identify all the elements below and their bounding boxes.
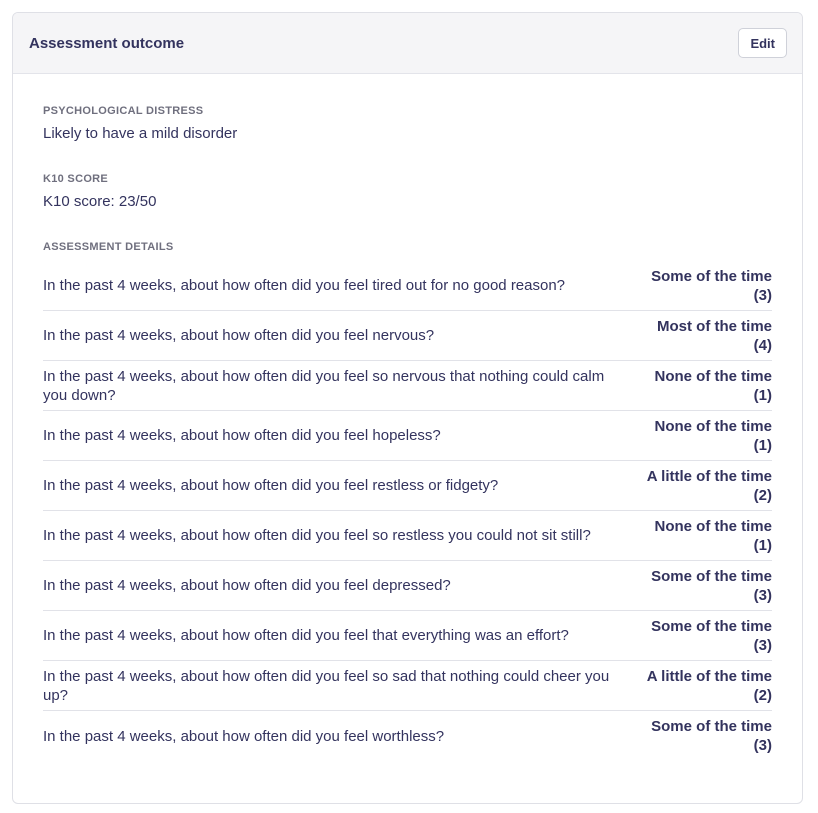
answer-text: Some of the time (3): [651, 718, 772, 754]
card-body: [13, 105, 802, 761]
question-text: In the past 4 weeks, about how often did you feel tired out for no good reason?: [43, 277, 566, 294]
edit-button[interactable]: Edit: [738, 28, 787, 58]
qa-row: [43, 461, 772, 511]
answer-text: A little of the time (2): [646, 667, 772, 704]
question-text: In the past 4 weeks, about how often did you feel so sad that nothing could cheer you up?: [43, 667, 610, 704]
k10-score-value: K10 score: 23/50: [43, 193, 157, 210]
answer-text: Some of the time (3): [651, 267, 772, 304]
qa-row: [43, 661, 772, 711]
qa-row: [43, 711, 772, 761]
qa-row: [43, 311, 772, 361]
card-title: Assessment outcome: [29, 34, 185, 52]
assessment-details-list: [43, 261, 772, 761]
qa-row: [43, 611, 772, 661]
question-text: In the past 4 weeks, about how often did you feel nervous?: [43, 327, 435, 344]
qa-row: [43, 561, 772, 611]
question-text: In the past 4 weeks, about how often did you feel so restless you could not sit still?: [43, 527, 591, 544]
question-text: In the past 4 weeks, about how often did you feel restless or fidgety?: [43, 477, 499, 494]
question-text: In the past 4 weeks, about how often did you feel depressed?: [43, 577, 451, 594]
psychological-distress-value: Likely to have a mild disorder: [43, 125, 238, 142]
k10-score-label: K10 SCORE: [43, 173, 109, 185]
qa-row: [43, 361, 772, 411]
answer-text: Some of the time (3): [651, 567, 772, 604]
answer-text: None of the time (1): [654, 517, 772, 554]
question-text: In the past 4 weeks, about how often did you feel that everything was an effort?: [43, 627, 569, 644]
psychological-distress-label: PSYCHOLOGICAL DISTRESS: [43, 105, 204, 117]
card-header: [13, 13, 802, 74]
assessment-outcome-card: [12, 12, 803, 804]
question-text: In the past 4 weeks, about how often did you feel so nervous that nothing could calm you down?: [43, 367, 605, 404]
question-text: In the past 4 weeks, about how often did you feel worthless?: [43, 727, 445, 745]
answer-text: A little of the time (2): [646, 467, 772, 504]
question-text: In the past 4 weeks, about how often did you feel hopeless?: [43, 427, 441, 444]
assessment-details-label: ASSESSMENT DETAILS: [43, 241, 174, 253]
qa-row: [43, 261, 772, 311]
answer-text: None of the time (1): [654, 417, 772, 454]
answer-text: Some of the time (3): [651, 617, 772, 654]
answer-text: None of the time (1): [654, 367, 772, 404]
answer-text: Most of the time (4): [657, 317, 772, 354]
qa-row: [43, 511, 772, 561]
qa-row: [43, 411, 772, 461]
